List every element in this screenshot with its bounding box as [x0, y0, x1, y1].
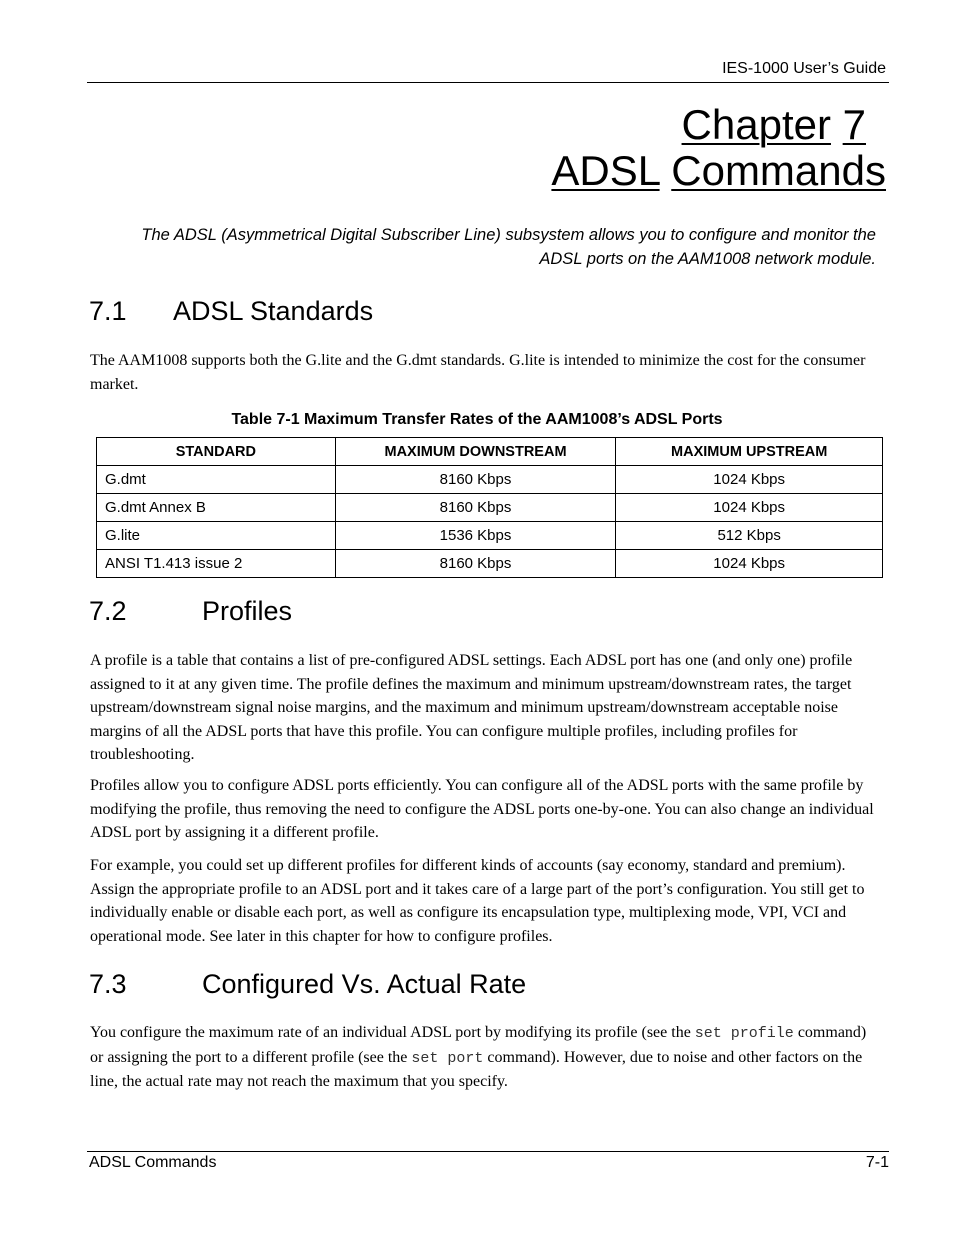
table-cell: G.dmt: [97, 466, 336, 494]
section-title: ADSL Standards: [173, 296, 374, 326]
table-cell: 512 Kbps: [616, 522, 883, 550]
table-row: [97, 550, 883, 578]
chapter-word: Chapter: [681, 101, 831, 148]
chapter-title: [551, 148, 886, 194]
table-header-row: [97, 438, 883, 466]
paragraph-text: You configure the maximum rate of an individual ADSL port by modifying its profile (see the: [90, 1024, 695, 1041]
table-cell: 8160 Kbps: [335, 494, 616, 522]
paragraph-text: command) or assigning the port to a different profile (see the: [90, 1024, 867, 1066]
header-rule: [87, 82, 889, 83]
section-title: Profiles: [202, 596, 293, 626]
paragraph: For example, you could set up different profiles for different kinds of accounts (say economy, standard and premium). Assign the appropriate profile to an ADSL port and it takes care of a large part of the port’s configuration. You still get to individually enable or disable each port, as well as configure its encapsulation type, multiplexing mode, VPI, VCI and operational mode. See later in this chapter for how to configure profiles.: [90, 857, 865, 945]
column-header: STANDARD: [97, 438, 336, 466]
table-cell: G.lite: [97, 522, 336, 550]
table-row: [97, 466, 883, 494]
table-cell: 1024 Kbps: [616, 494, 883, 522]
transfer-rates-table: [96, 437, 883, 578]
chapter-intro: The ADSL (Asymmetrical Digital Subscriber Line) subsystem allows you to configure and monitor the ADSL ports on the AAM1008 network module.: [141, 226, 876, 268]
table-row: [97, 522, 883, 550]
table-cell: 1536 Kbps: [335, 522, 616, 550]
table-cell: 8160 Kbps: [335, 550, 616, 578]
chapter-title-word-2: Commands: [671, 147, 886, 194]
command-set-port: set port: [411, 1049, 484, 1067]
table-cell: 1024 Kbps: [616, 466, 883, 494]
table-caption: Table 7-1 Maximum Transfer Rates of the AAM1008’s ADSL Ports: [231, 411, 723, 428]
section-heading-7-2: [89, 595, 292, 627]
table-cell: G.dmt Annex B: [97, 494, 336, 522]
column-header: MAXIMUM UPSTREAM: [616, 438, 883, 466]
column-header: MAXIMUM DOWNSTREAM: [335, 438, 616, 466]
footer-chapter-name: ADSL Commands: [89, 1154, 217, 1171]
running-header: IES-1000 User’s Guide: [722, 60, 886, 77]
command-set-profile: set profile: [694, 1025, 794, 1042]
page-number: 7-1: [865, 1154, 889, 1171]
chapter-number: 7: [842, 101, 866, 148]
section-number: 7.2: [89, 596, 127, 626]
chapter-title-word-1: ADSL: [551, 147, 660, 194]
paragraph: The AAM1008 supports both the G.lite and the G.dmt standards. G.lite is intended to minimize the cost for the consumer market.: [90, 352, 866, 393]
section-heading-7-1: [89, 295, 373, 327]
footer-rule: [87, 1151, 889, 1152]
section-title: Configured Vs. Actual Rate: [202, 969, 527, 999]
table-cell: 1024 Kbps: [616, 550, 883, 578]
chapter-label: [682, 102, 866, 148]
table-cell: ANSI T1.413 issue 2: [97, 550, 336, 578]
paragraph: A profile is a table that contains a list of pre-configured ADSL settings. Each ADSL port has one (and only one) profile assigned to it at any given time. The profile defines the maximum and minimum upstream/downstream rates, the target upstream/downstream signal noise margins, and the maximum and minimum upstream/downstream acceptable noise margins of all the ADSL ports that have this profile. You can configure multiple profiles, including profiles for troubleshooting.: [90, 652, 853, 763]
paragraph: [90, 1021, 880, 1094]
section-number: 7.1: [89, 296, 127, 326]
table-cell: 8160 Kbps: [335, 466, 616, 494]
paragraph: Profiles allow you to configure ADSL ports efficiently. You can configure all of the ADSL ports with the same profile by modifying the profile, thus removing the need to configure the ADSL ports one-by-one. You can also change an individual ADSL port by assigning it a different profile.: [90, 777, 874, 841]
section-heading-7-3: [89, 968, 526, 1000]
paragraph-text: command). However, due to noise and other factors on the line, the actual rate may not reach the maximum that you specify.: [90, 1048, 863, 1090]
table-row: [97, 494, 883, 522]
section-number: 7.3: [89, 969, 127, 999]
